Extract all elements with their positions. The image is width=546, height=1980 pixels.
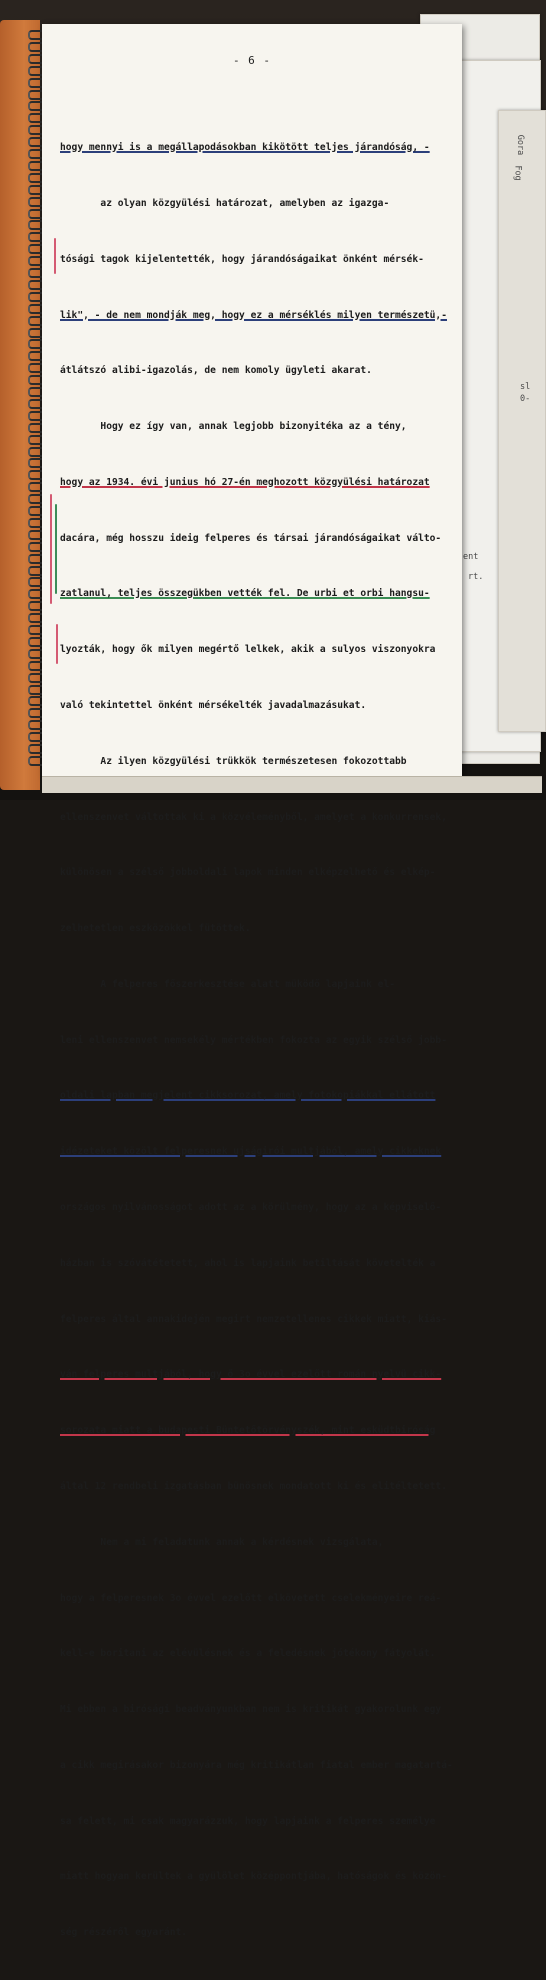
stacked-sheet bbox=[498, 110, 546, 732]
text-line: zelhetetlen eszközökkel fütöttek. bbox=[60, 923, 251, 935]
side-fragment: rt. bbox=[468, 572, 484, 582]
side-fragment: ent bbox=[463, 552, 479, 562]
text-line: által 12 rendbeli izgatásban bünösnek mondatott ki és elitéltetett. bbox=[60, 1480, 447, 1492]
text-line: az olyan közgyülési határozat, amelyben az igazga- bbox=[60, 197, 390, 209]
text-line: leni ellenszenvet nemsekély mértékben fokozta az egyik szélső jobb- bbox=[60, 1034, 447, 1046]
text-line: való tekintettel önként mérsékelték javadalmazásukat. bbox=[60, 700, 367, 711]
text-line: hogy mennyi is a megállapodásokban kikötött teljes járandóság, - bbox=[60, 142, 430, 154]
side-fragment: Fog bbox=[512, 165, 523, 181]
text-line: hogy az 1934. évi junius hó 27-én meghozott közgyülési határozat bbox=[60, 476, 430, 488]
text-line: kell-e boritani az elévülésnek és a feledésnek jótékony fátyolát. bbox=[60, 1648, 436, 1660]
text-line: idézeteket közölt felperesnek ujságirói multjából, amely cikkeknek bbox=[60, 1146, 442, 1158]
text-line: dacára, még hosszu ideig felperes és társai járandóságaikat válto- bbox=[60, 532, 442, 544]
margin-mark bbox=[56, 624, 58, 664]
text-line: ellenszenvet váltottak ki a közvéleményből, amelyet a konkurrensek, bbox=[60, 811, 447, 823]
text-line: házban is szóvátétetett, ahol is lapjaink betiltását követelték a bbox=[60, 1257, 436, 1269]
text-line: országos nyilvánosságot adott az a körülmény, hogy az a képviselő- bbox=[60, 1202, 442, 1214]
side-fragment: Gora bbox=[515, 134, 526, 156]
text-line: ván felperes multjából, hogy ő 3o évvel ezelőtt román nyelvü cikk- bbox=[60, 1369, 442, 1381]
text-line: miatt hogyan kerültek a gyülölet középpontjába, hatóságok és közön- bbox=[60, 1871, 447, 1883]
page-bottom-edge bbox=[42, 776, 542, 793]
text-line: Az ilyen közgyülési trükkök természetesen fokozottabb bbox=[60, 755, 407, 767]
text-line: a cikk megirásakor bizonyára még kritikátlan fiatal ember magatartá- bbox=[60, 1759, 453, 1771]
side-fragment: 0- bbox=[520, 394, 531, 404]
margin-mark bbox=[50, 494, 52, 604]
text-line: lyozták, hogy ők milyen megértő lelkek, akik a sulyos viszonyokra bbox=[60, 644, 436, 656]
text-line: különösen a szélső jobboldali lapok minden elképzelhető és elkép- bbox=[60, 867, 436, 879]
text-line: Nem a mi feladatunk annak a kérdésnek vizsgálata, bbox=[60, 1536, 384, 1548]
typed-body bbox=[60, 102, 455, 1980]
text-line: hogy a felperesnek 3o évvel ezelőtt elkövetett cselekményeire reá- bbox=[60, 1592, 442, 1604]
text-line: ség részéről egyaránt. bbox=[60, 1927, 188, 1939]
document-page bbox=[42, 24, 462, 1939]
text-line: tósági tagok kijelentették, hogy járandóságaikat önként mérsék- bbox=[60, 253, 424, 265]
page-number: - 6 - bbox=[232, 54, 272, 67]
text-line: A felperes főszerkesztése alatt müködő lapjaink el- bbox=[60, 978, 396, 990]
text-line: felperes által annakidején megirt nemzetellenes cikkek miatt, kiás- bbox=[60, 1313, 447, 1325]
margin-mark bbox=[55, 504, 57, 594]
text-line: oldali lapban megjelent cikksorozat, amely fotokopiákkal ellátott bbox=[60, 1090, 436, 1102]
text-line: lik", - de nem mondják meg, hogy ez a mérséklés milyen természetü,- bbox=[60, 309, 447, 321]
text-line: Mi ebben a birósági beadványunkban nem is kritikát gyakorolunk egy bbox=[60, 1704, 442, 1716]
text-line: sorozata miatt a budapesti Büntetőtörvényszék, mint esküdtbiróság bbox=[60, 1425, 436, 1437]
text-line: Hogy ez így van, annak legjobb bizonyitéka az a tény, bbox=[60, 421, 407, 433]
text-line: sa felett, mi csak magyarázzuk, hogy lapjaink a felperes személye bbox=[60, 1815, 436, 1827]
margin-mark bbox=[54, 238, 56, 274]
text-line: zatlanul, teljes összegükben vették fel. De urbi et orbi hangsu- bbox=[60, 588, 430, 600]
text-line: átlátszó alibi-igazolás, de nem komoly ügyleti akarat. bbox=[60, 365, 372, 377]
side-fragment: sl bbox=[520, 382, 531, 392]
